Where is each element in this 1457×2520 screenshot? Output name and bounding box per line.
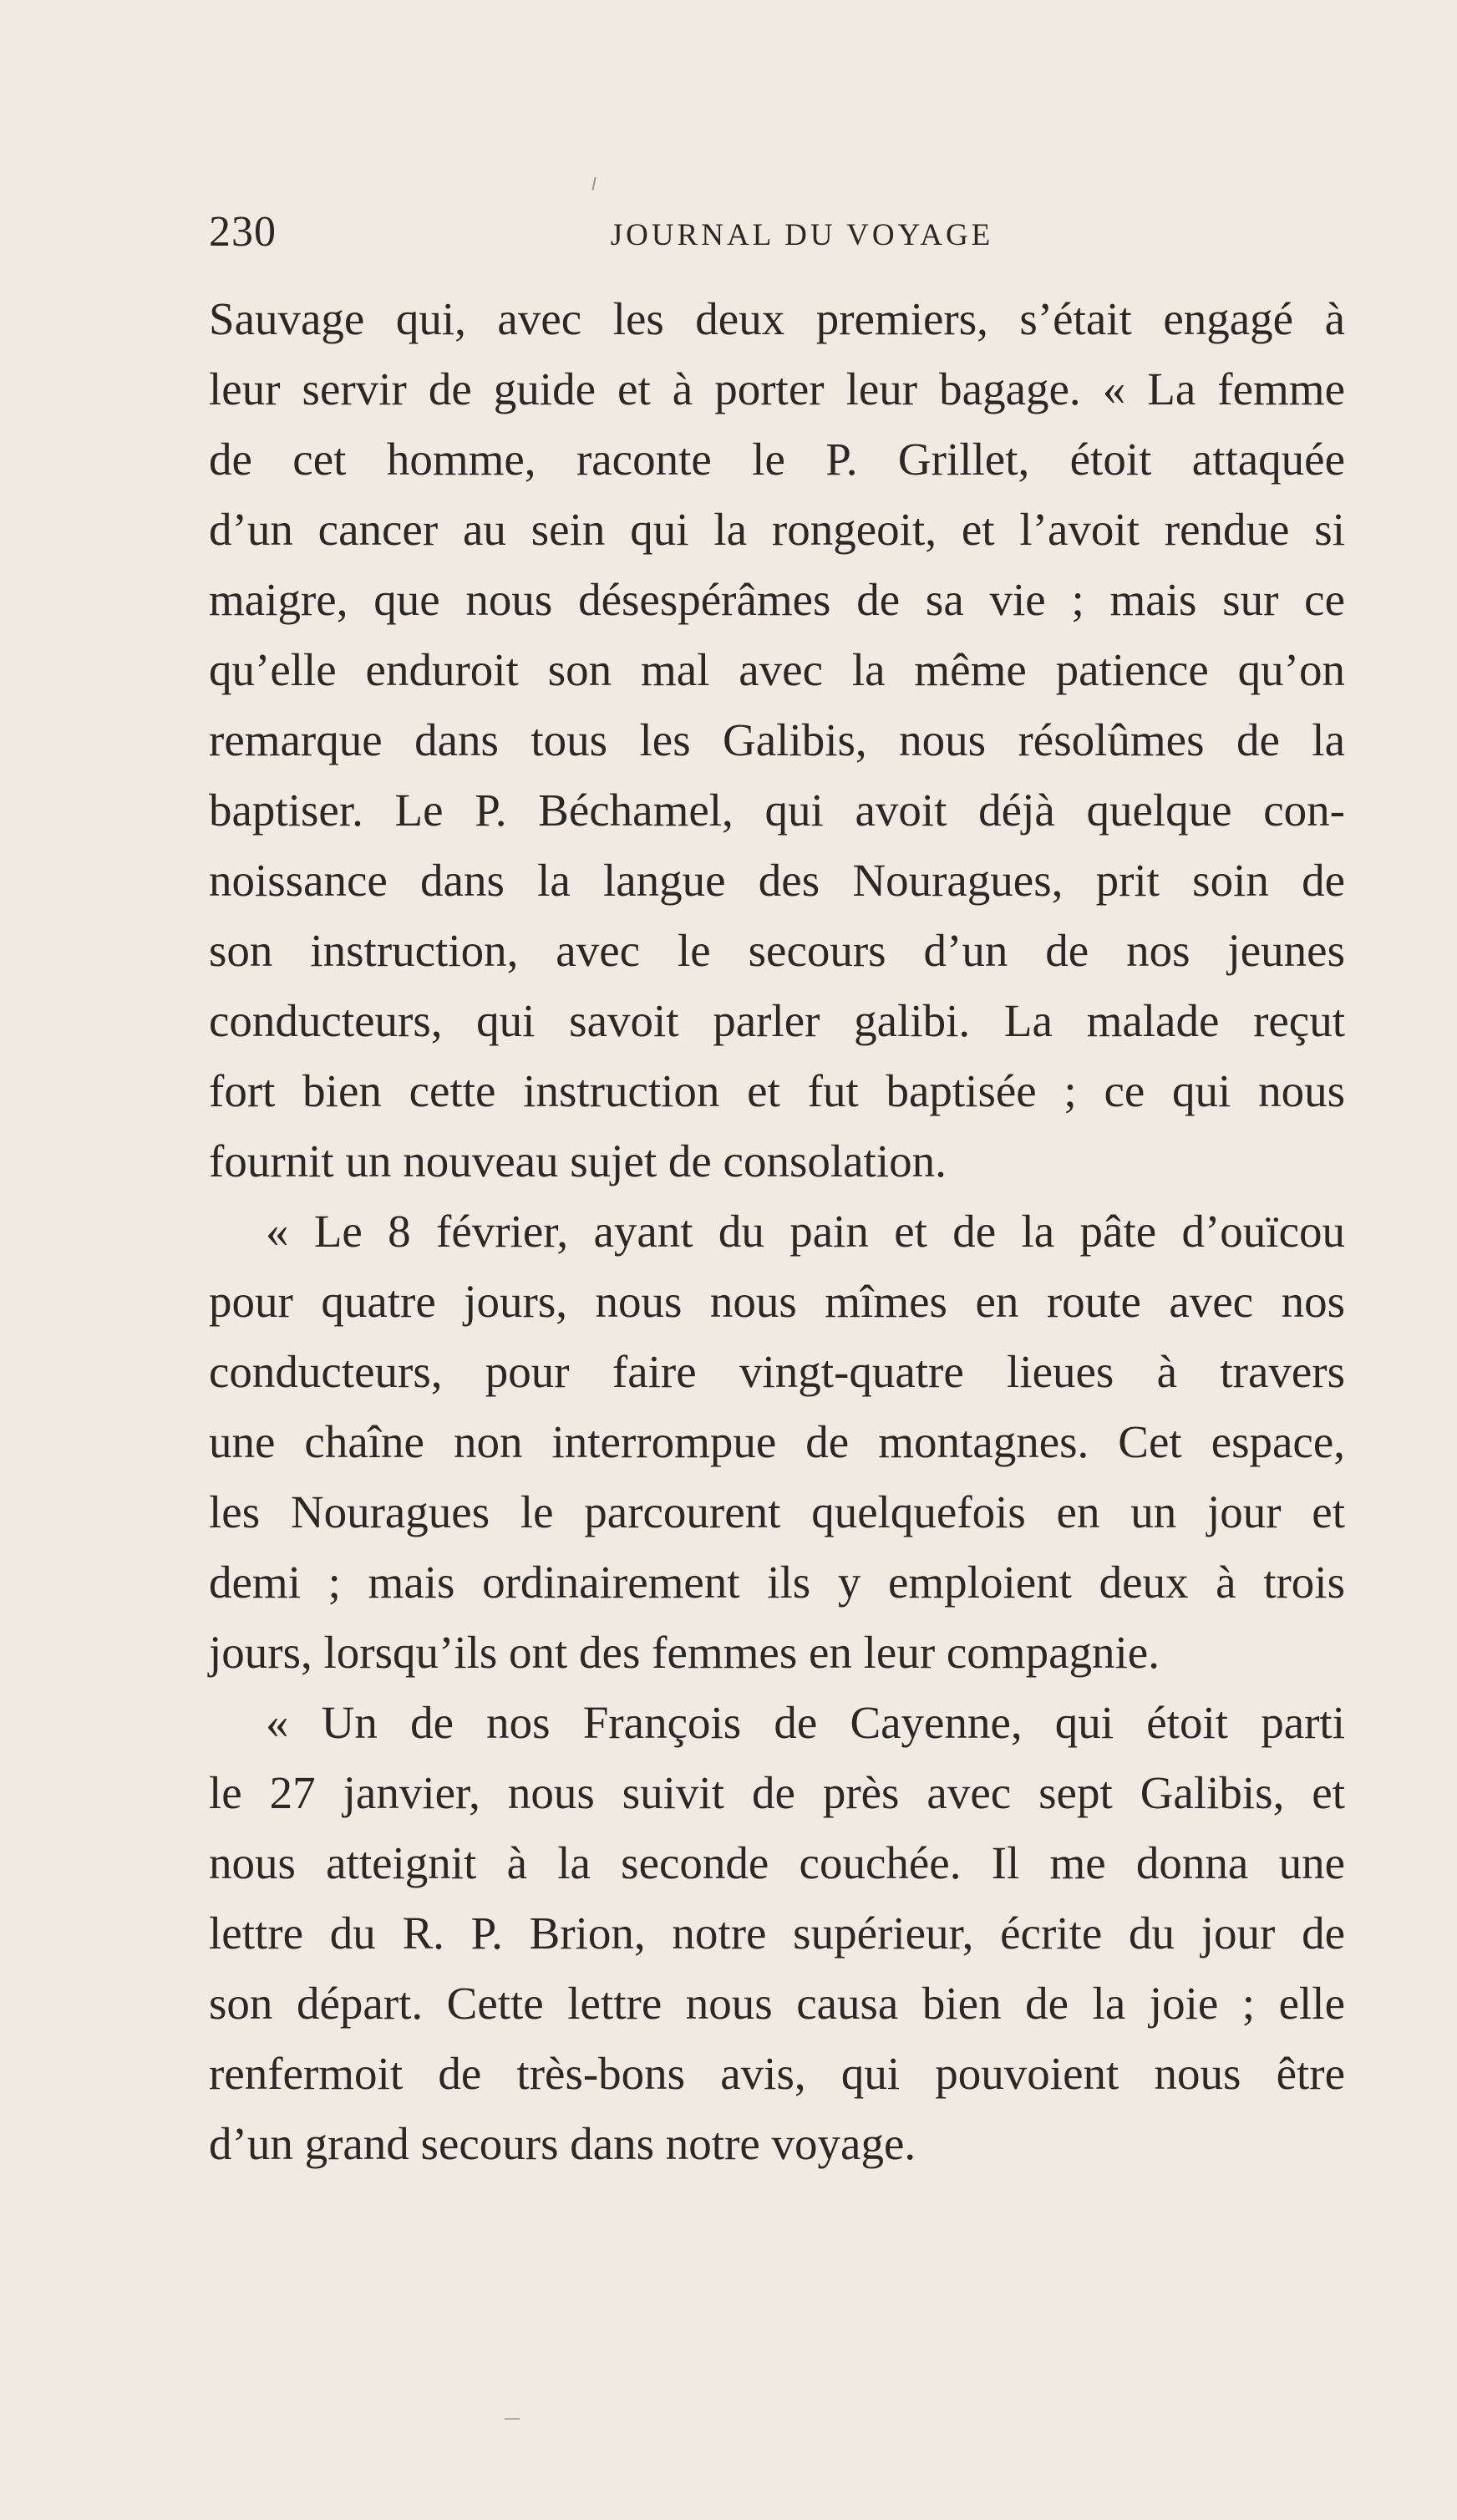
text-line: remarque dans tous les Galibis, nous résolûmes de la	[209, 714, 1345, 765]
print-mark	[505, 2418, 520, 2420]
text-line: noissance dans la langue des Nouragues, prit soin de	[209, 855, 1345, 906]
paragraph-start-line: « Le 8 février, ayant du pain et de la pâte d’ouïcou	[266, 1206, 1345, 1257]
page-header	[209, 207, 1345, 274]
print-mark	[591, 177, 596, 191]
text-line: conducteurs, pour faire vingt-quatre lieues à travers	[209, 1346, 1345, 1397]
text-line: son départ. Cette lettre nous causa bien de la joie ; elle	[209, 1978, 1345, 2029]
running-title: JOURNAL DU VOYAGE	[610, 218, 994, 252]
text-line: demi ; mais ordinairement ils y emploient deux à trois	[209, 1557, 1345, 1608]
text-line: maigre, que nous désespérâmes de sa vie ; mais sur ce	[209, 574, 1345, 625]
text-line: d’un cancer au sein qui la rongeoit, et l’avoit rendue si	[209, 504, 1345, 555]
text-line: renfermoit de très-bons avis, qui pouvoient nous être	[209, 2048, 1345, 2099]
paragraph-start-line: « Un de nos François de Cayenne, qui étoit parti	[266, 1697, 1345, 1748]
text-line: le 27 janvier, nous suivit de près avec sept Galibis, et	[209, 1767, 1345, 1818]
text-line: les Nouragues le parcourent quelquefois en un jour et	[209, 1486, 1345, 1537]
text-line: jours, lorsqu’ils ont des femmes en leur compagnie.	[209, 1627, 1160, 1678]
text-line: nous atteignit à la seconde couchée. Il me donna une	[209, 1837, 1345, 1888]
body-text	[209, 284, 1345, 2179]
text-line: pour quatre jours, nous nous mîmes en route avec nos	[209, 1276, 1345, 1327]
text-line: fort bien cette instruction et fut baptisée ; ce qui nous	[209, 1065, 1345, 1116]
text-line: une chaîne non interrompue de montagnes. Cet espace,	[209, 1416, 1345, 1467]
page-number: 230	[209, 208, 277, 256]
text-line: de cet homme, raconte le P. Grillet, étoit attaquée	[209, 434, 1345, 485]
text-line: son instruction, avec le secours d’un de nos jeunes	[209, 925, 1345, 976]
text-line: baptiser. Le P. Béchamel, qui avoit déjà quelque con-	[209, 785, 1345, 836]
text-line: fournit un nouveau sujet de consolation.	[209, 1136, 947, 1186]
text-line: Sauvage qui, avec les deux premiers, s’était engagé à	[209, 293, 1345, 344]
text-line: d’un grand secours dans notre voyage.	[209, 2118, 916, 2169]
text-line: qu’elle enduroit son mal avec la même patience qu’on	[209, 644, 1345, 695]
text-line: conducteurs, qui savoit parler galibi. La malade reçut	[209, 995, 1345, 1046]
text-line: leur servir de guide et à porter leur bagage. « La femme	[209, 363, 1345, 414]
text-line: lettre du R. P. Brion, notre supérieur, écrite du jour de	[209, 1908, 1345, 1959]
